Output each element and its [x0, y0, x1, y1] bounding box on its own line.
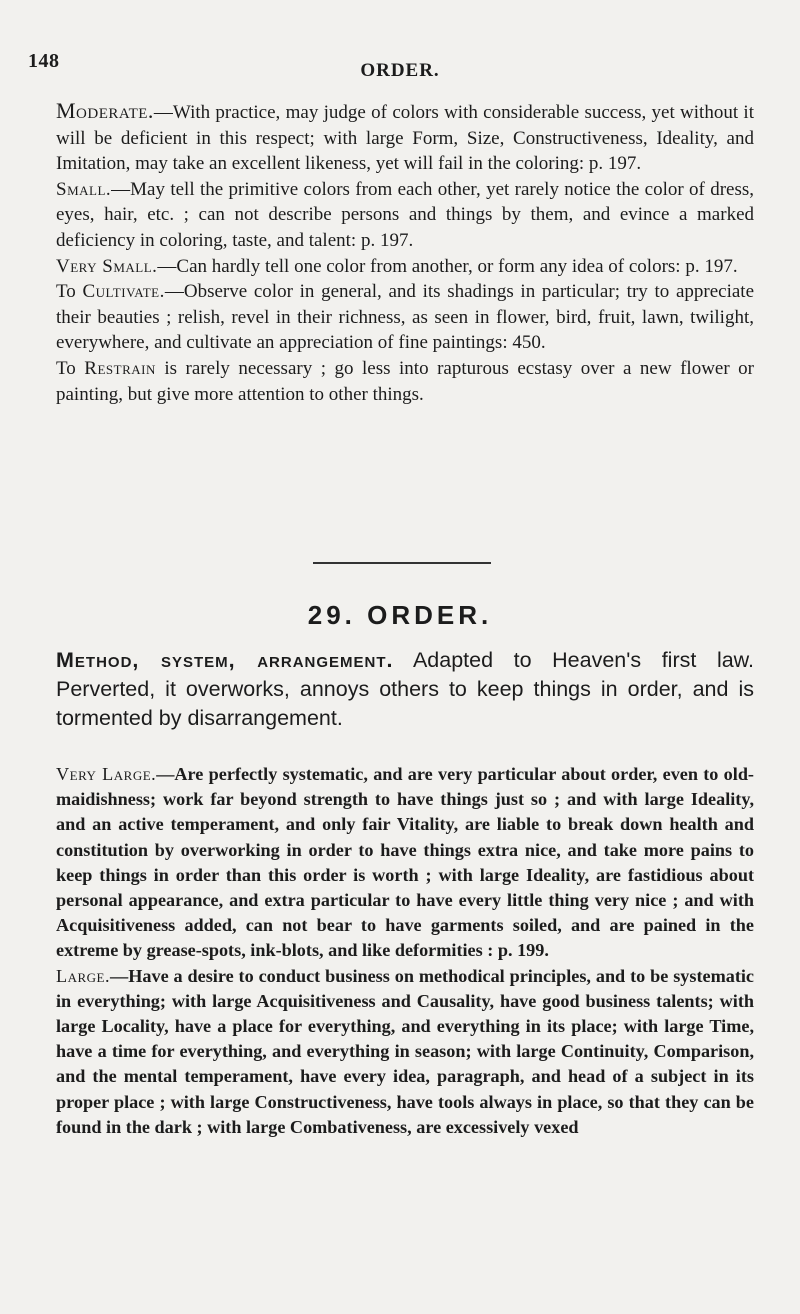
- order-section-text: [56, 762, 754, 1140]
- text-large: —Have a desire to conduct business on methodical principles, and to be systematic in everything; with large Acquisitiveness and Causality, have good business talents; with large Locality, have a place for everything, and everything in its place; with large Time, have a time for everything, and everything in season; with large Continuity, Comparison, and the mental temperament, have every idea, paragraph, and head of a subject in its proper place ; with large Constructiveness, have tools always in place, so that they can be found in the dark ; with large Combativeness, are excessively vexed: [56, 965, 754, 1137]
- running-title: ORDER.: [360, 60, 440, 81]
- text-restrain: is rarely necessary ; go less into rapturous ecstasy over a new flower or painting, but give more attention to other things.: [56, 357, 755, 405]
- paragraph-restrain: [56, 356, 754, 407]
- label-large: Large.: [56, 965, 111, 986]
- text-cultivate: —Observe color in general, and its shadings in particular; try to appreciate their beauties ; relish, revel in their richness, as seen in flower, bird, fruit, lawn, twilight, everywhere, and cultivate an appreciation of fine paintings: 450.: [56, 281, 754, 354]
- paragraph-cultivate: [56, 279, 754, 356]
- paragraph-large: [56, 964, 754, 1140]
- paragraph-very-large: [56, 762, 754, 964]
- paragraph-small: [56, 177, 754, 254]
- text-moderate: —With practice, may judge of colors with considerable success, yet without it will be deficient in this respect; with large Form, Size, Constructiveness, Ideality, and Imitation, may take an excellent likeness, yet will fail in the coloring: p. 197.: [56, 102, 754, 175]
- intro-text: Adapted to Heaven's first law. Perverted, it overworks, annoys others to keep things in order, and is tormented by disarrangement.: [56, 648, 754, 730]
- intro-lead: Method, system, arrangement.: [56, 648, 394, 672]
- label-very-small: Very Small.: [56, 255, 158, 277]
- section-intro: [56, 646, 754, 733]
- label-restrain: Restrain: [84, 357, 156, 379]
- text-very-small: —Can hardly tell one color from another, or form any idea of colors: p. 197.: [157, 255, 738, 277]
- color-section-text: [56, 98, 754, 407]
- paragraph-very-small: [56, 254, 754, 280]
- prefix-restrain: To: [56, 357, 85, 379]
- section-divider: [313, 562, 491, 564]
- page-number: 148: [28, 50, 60, 72]
- text-very-large: —Are perfectly systematic, and are very particular about order, even to old-maidishness; work far beyond strength to have things just so ; and with large Ideality, and an active temperament, and only fair Vitality, are liable to break down health and constitution by overworking in order to have things extra nice, and take more pains to keep things in order than this order is worth ; with large Ideality, are fastidious about personal appearance, and extra particular to have every little thing very nice ; and with Acquisitiveness added, can not bear to have garments soiled, and are pained in the extreme by grease-spots, ink-blots, and like deformities : p. 199.: [56, 764, 754, 961]
- label-small: Small.: [56, 178, 112, 200]
- paragraph-moderate: [56, 98, 754, 177]
- label-cultivate: Cultivate.: [82, 281, 165, 303]
- prefix-cultivate: To: [56, 281, 83, 303]
- text-small: —May tell the primitive colors from each other, yet rarely notice the color of dress, eyes, hair, etc. ; can not describe persons and things by them, and evince a marked deficiency in coloring, taste, and talent: p. 197.: [56, 178, 754, 251]
- label-very-large: Very Large.: [56, 764, 157, 784]
- section-title: 29. ORDER.: [307, 600, 493, 630]
- label-moderate: Moderate.: [56, 98, 154, 123]
